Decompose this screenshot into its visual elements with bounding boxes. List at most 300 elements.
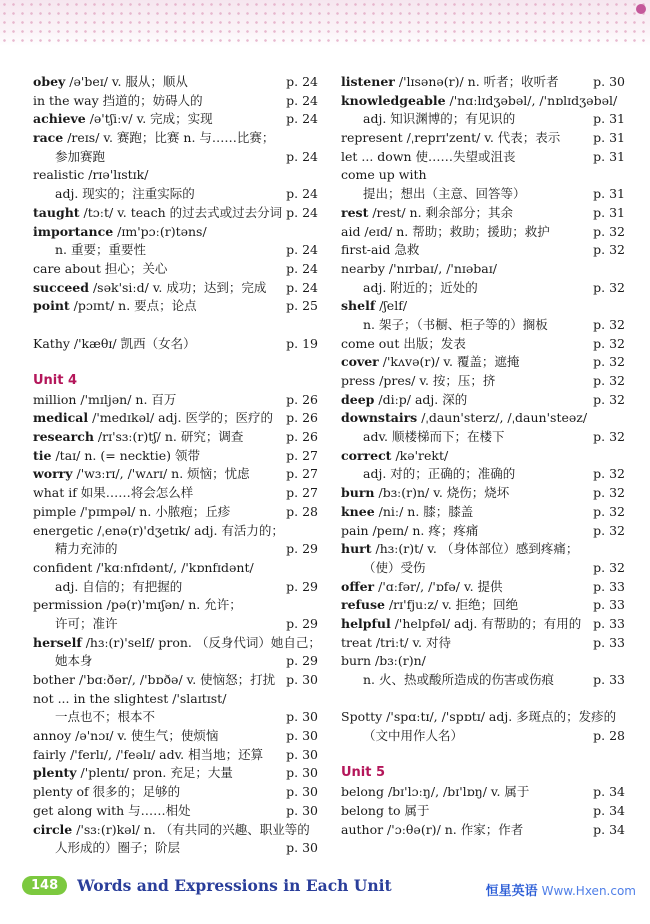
definition: /'wɜːrɪ/, /'wʌrɪ/ n. 烦恼；忧虑 xyxy=(72,466,250,482)
headword: refuse xyxy=(341,597,385,613)
vocab-text xyxy=(341,447,448,466)
vocab-text xyxy=(33,465,250,484)
page-ref: p. 32 xyxy=(593,242,625,258)
page-ref: p. 29 xyxy=(286,615,318,631)
vocab-text xyxy=(33,746,263,765)
vocab-line xyxy=(341,372,625,391)
definition: million /'mɪljən/ n. 百万 xyxy=(33,391,177,407)
definition: adj. 自信的；有把握的 xyxy=(55,578,183,594)
spacer xyxy=(33,316,318,335)
vocab-text xyxy=(33,802,191,821)
headword: achieve xyxy=(33,111,86,127)
page-ref: p. 32 xyxy=(593,316,625,332)
definition: /'plentɪ/ pron. 充足；大量 xyxy=(76,765,233,781)
definition: 她本身 xyxy=(55,653,93,669)
vocab-text xyxy=(341,465,515,484)
watermark xyxy=(486,880,636,899)
vocab-line xyxy=(341,335,625,354)
vocab-text xyxy=(33,241,146,260)
page-ref: p. 32 xyxy=(593,503,625,519)
page-ref: p. 29 xyxy=(286,653,318,669)
definition: treat /triːt/ v. 对待 xyxy=(341,634,451,650)
page-ref: p. 31 xyxy=(593,148,625,164)
page-ref: p. 31 xyxy=(593,130,625,146)
vocab-text xyxy=(341,129,560,148)
vocab-text xyxy=(341,634,451,653)
spacer xyxy=(341,690,625,709)
vocab-line xyxy=(33,764,318,783)
definition: /'helpfəl/ adj. 有帮助的；有用的 xyxy=(390,615,582,631)
vocab-line xyxy=(341,223,625,242)
vocab-text xyxy=(33,652,93,671)
vocab-text xyxy=(341,391,467,410)
page-ref: p. 27 xyxy=(286,447,318,463)
vocab-line xyxy=(33,634,321,653)
vocab-text xyxy=(33,503,230,522)
vocab-text xyxy=(341,652,426,671)
headword: helpful xyxy=(341,615,391,631)
definition: /ə'beɪ/ v. 服从；顺从 xyxy=(65,74,188,89)
page-ref: p. 24 xyxy=(286,74,318,89)
page-ref: p. 30 xyxy=(286,802,318,818)
vocab-text xyxy=(341,92,617,111)
vocab-text xyxy=(33,260,167,279)
vocab-text xyxy=(33,727,218,746)
vocab-text xyxy=(33,428,243,447)
vocab-text xyxy=(33,297,197,316)
vocab-line xyxy=(33,708,318,727)
unit-heading: Unit 5 xyxy=(341,765,386,781)
vocab-line xyxy=(33,615,318,634)
vocab-line xyxy=(33,690,318,709)
headword: offer xyxy=(341,578,375,594)
page-ref: p. 26 xyxy=(286,429,318,445)
headword: plenty xyxy=(33,765,77,781)
definition: in the way 挡道的；妨碍人的 xyxy=(33,92,203,108)
header-band xyxy=(0,0,650,46)
headword: hurt xyxy=(341,541,372,557)
page-ref: p. 24 xyxy=(286,204,318,220)
vocab-line xyxy=(33,821,318,840)
vocab-line xyxy=(341,540,625,559)
page-ref: p. 19 xyxy=(286,335,318,351)
vocab-line xyxy=(33,540,318,559)
definition: /'ɑːfər/, /'ɒfə/ v. 提供 xyxy=(374,578,503,594)
vocab-text xyxy=(341,783,529,802)
headword: correct xyxy=(341,447,392,463)
vocab-text xyxy=(341,353,519,372)
vocab-line xyxy=(33,148,318,167)
vocab-line xyxy=(341,484,625,503)
headword: taught xyxy=(33,204,80,220)
page-ref: p. 32 xyxy=(593,522,625,538)
vocab-line xyxy=(341,447,625,466)
headword: knowledgeable xyxy=(341,92,446,108)
definition: burn /bɜː(r)n/ xyxy=(341,653,426,669)
definition: pain /peɪn/ n. 疼；疼痛 xyxy=(341,522,479,538)
vocab-line xyxy=(33,204,318,223)
vocab-line xyxy=(33,559,318,578)
vocab-text xyxy=(33,409,273,428)
definition: /bɜː(r)n/ v. 烧伤；烧坏 xyxy=(374,485,510,501)
page-ref: p. 33 xyxy=(593,597,625,613)
headword: cover xyxy=(341,354,379,370)
vocab-line xyxy=(341,241,625,260)
dot-pattern xyxy=(0,0,650,46)
definition: adj. 现实的；注重实际的 xyxy=(55,186,195,202)
definition: press /pres/ v. 按；压；挤 xyxy=(341,373,496,388)
vocab-line xyxy=(33,166,318,185)
definition: come out 出版；发表 xyxy=(341,335,466,351)
definition: /taɪ/ n. (= necktie) 领带 xyxy=(51,447,200,463)
vocab-text xyxy=(33,559,254,578)
definition: realistic /rɪə'lɪstɪk/ xyxy=(33,167,149,183)
vocab-line xyxy=(341,391,625,410)
definition: /sək'siːd/ v. 成功；达到；完成 xyxy=(89,279,267,295)
vocab-text xyxy=(341,335,466,354)
page-ref: p. 28 xyxy=(593,728,625,744)
definition: /ə'tʃiːv/ v. 完成；实现 xyxy=(85,111,213,127)
vocab-text xyxy=(341,615,581,634)
page-ref: p. 25 xyxy=(286,298,318,314)
vocab-line xyxy=(341,129,625,148)
definition: /rest/ n. 剩余部分；其余 xyxy=(368,204,514,220)
vocab-text xyxy=(341,559,426,578)
definition: /kə'rekt/ xyxy=(391,447,449,463)
definition: /rɪ'sɜː(r)tʃ/ n. 研究；调查 xyxy=(93,429,244,445)
vocab-line xyxy=(33,783,318,802)
page-ref: p. 32 xyxy=(593,279,625,295)
vocab-line xyxy=(33,746,318,765)
definition: belong to 属于 xyxy=(341,802,430,818)
definition: adv. 顺楼梯而下；在楼下 xyxy=(363,429,505,445)
page-ref: p. 32 xyxy=(593,373,625,388)
vocab-line xyxy=(341,503,625,522)
vocab-text xyxy=(33,73,188,92)
vocab-line xyxy=(341,260,625,279)
vocab-text xyxy=(33,821,310,840)
definition: come up with xyxy=(341,167,427,183)
page-ref: p. 34 xyxy=(593,784,625,800)
definition: 许可；准许 xyxy=(55,615,118,631)
vocab-text xyxy=(341,484,509,503)
headword: circle xyxy=(33,821,73,837)
page-ref: p. 26 xyxy=(286,391,318,407)
definition: 人形成的）圈子；阶层 xyxy=(55,840,181,856)
page-ref: p. 29 xyxy=(286,541,318,557)
page-number-badge: 148 xyxy=(22,876,67,895)
definition: Kathy /'kæθɪ/ 凯西（女名） xyxy=(33,335,196,351)
vocab-text xyxy=(341,279,478,298)
vocab-line xyxy=(33,110,318,129)
definition: adj. 对的；正确的；准确的 xyxy=(363,466,516,482)
page-ref: p. 32 xyxy=(593,429,625,445)
definition: not ... in the slightest /'slaɪtɪst/ xyxy=(33,690,227,706)
vocab-text xyxy=(33,185,195,204)
definition: /'medɪkəl/ adj. 医学的；医疗的 xyxy=(88,410,273,426)
vocab-line xyxy=(341,204,625,223)
headword: importance xyxy=(33,223,114,239)
definition: n. 火、热或酸所造成的伤害或伤痕 xyxy=(363,672,554,687)
headword: worry xyxy=(33,466,73,482)
vocab-text xyxy=(33,690,226,709)
vocab-line xyxy=(341,353,625,372)
vocab-text xyxy=(341,73,559,92)
vocab-line xyxy=(341,615,625,634)
vocab-text xyxy=(341,802,429,821)
vocab-text xyxy=(341,204,513,223)
definition: 一点也不；根本不 xyxy=(55,709,156,725)
vocab-text xyxy=(341,148,516,167)
definition: 精力充沛的 xyxy=(55,541,118,557)
vocab-line xyxy=(341,279,625,298)
definition: /'sɜː(r)kəl/ n. （有共同的兴趣、职业等的 xyxy=(72,821,310,837)
vocab-text xyxy=(341,372,495,391)
vocab-text xyxy=(33,839,180,858)
vocab-line xyxy=(341,727,625,746)
definition: bother /'bɑːðər/, /'bɒðə/ v. 使恼怒；打扰 xyxy=(33,672,276,687)
page-ref: p. 34 xyxy=(593,821,625,837)
definition: confident /'kɑːnfɪdənt/, /'kɒnfɪdənt/ xyxy=(33,559,254,575)
definition: aid /eɪd/ n. 帮助；救助；援助；救护 xyxy=(341,223,550,239)
page-ref: p. 33 xyxy=(593,615,625,631)
vocab-line xyxy=(33,223,318,242)
definition: first-aid 急救 xyxy=(341,242,420,258)
page-ref: p. 30 xyxy=(286,728,318,744)
definition: n. 架子；（书橱、柜子等的）搁板 xyxy=(363,316,548,332)
definition: Spotty /'spɑːtɪ/, /'spɒtɪ/ adj. 多斑点的；发疹的 xyxy=(341,709,617,725)
watermark-name: 恒星英语 xyxy=(485,884,538,899)
vocab-line xyxy=(341,409,625,428)
vocab-line xyxy=(33,596,318,615)
page-ref: p. 28 xyxy=(286,503,318,519)
page-ref: p. 34 xyxy=(593,802,625,818)
vocab-line xyxy=(33,428,318,447)
vocab-text xyxy=(33,484,193,503)
vocab-text xyxy=(341,316,548,335)
vocab-line xyxy=(33,260,318,279)
page-ref: p. 31 xyxy=(593,186,625,202)
vocab-line xyxy=(33,409,318,428)
vocab-line xyxy=(33,839,318,858)
page-ref: p. 27 xyxy=(286,466,318,482)
page-ref: p. 30 xyxy=(286,784,318,800)
vocab-line xyxy=(33,727,318,746)
page-ref: p. 31 xyxy=(593,111,625,127)
page-ref: p. 30 xyxy=(286,672,318,687)
vocab-line xyxy=(341,316,625,335)
vocab-line xyxy=(341,783,625,802)
vocab-line xyxy=(341,92,625,111)
spacer xyxy=(33,353,318,372)
definition: what if 如果……将会怎么样 xyxy=(33,485,194,501)
definition: /ʃelf/ xyxy=(375,298,408,314)
definition: /'nɑːlɪdʒəbəl/, /'nɒlɪdʒəbəl/ xyxy=(445,92,618,108)
vocab-line xyxy=(33,297,318,316)
vocab-line xyxy=(33,802,318,821)
headword: medical xyxy=(33,410,89,426)
vocab-line xyxy=(33,129,318,148)
vocab-text xyxy=(33,522,284,541)
vocab-line xyxy=(341,522,625,541)
vocab-text xyxy=(33,391,176,410)
definition: 参加赛跑 xyxy=(55,148,106,164)
vocab-text xyxy=(33,148,105,167)
definition: adj. 附近的；近处的 xyxy=(363,279,478,295)
vocab-line xyxy=(33,503,318,522)
vocab-line xyxy=(33,484,318,503)
vocab-line xyxy=(33,447,318,466)
page-ref: p. 24 xyxy=(286,260,318,276)
vocab-line xyxy=(341,802,625,821)
page-ref: p. 30 xyxy=(593,74,625,89)
watermark-url: Www.Hxen.com xyxy=(541,884,636,898)
vocab-line xyxy=(341,634,625,653)
definition: represent /ˌreprɪ'zent/ v. 代表；表示 xyxy=(341,130,561,146)
definition: belong /bɪ'lɔːŋ/, /bɪ'lɒŋ/ v. 属于 xyxy=(341,784,530,800)
vocab-text xyxy=(341,428,504,447)
definition: /'kʌvə(r)/ v. 覆盖；遮掩 xyxy=(378,354,520,370)
definition: pimple /'pɪmpəl/ n. 小脓疱；丘疹 xyxy=(33,503,231,519)
definition: permission /pə(r)'mɪʃən/ n. 允许； xyxy=(33,597,242,613)
definition: /diːp/ adj. 深的 xyxy=(374,391,468,407)
vocab-text xyxy=(341,671,554,690)
page-ref: p. 32 xyxy=(593,391,625,407)
page-ref: p. 32 xyxy=(593,559,625,575)
vocab-text xyxy=(341,166,427,185)
vocab-line xyxy=(33,391,318,410)
vocab-line xyxy=(33,671,318,690)
page-ref: p. 24 xyxy=(286,279,318,295)
definition: 提出；想出（主意、回答等） xyxy=(363,186,526,202)
vocab-line xyxy=(341,821,625,840)
vocab-text xyxy=(341,821,523,840)
vocab-text xyxy=(33,596,242,615)
page-ref: p. 24 xyxy=(286,111,318,127)
definition: /reɪs/ v. 赛跑；比赛 n. 与……比赛； xyxy=(63,130,275,146)
definition: /pɔɪnt/ n. 要点；论点 xyxy=(69,298,197,314)
vocab-line xyxy=(341,578,625,597)
definition: /ˌdaun'sterz/, /ˌdaun'steəz/ xyxy=(417,410,588,426)
page-ref: p. 30 xyxy=(286,765,318,781)
vocab-text xyxy=(33,279,266,298)
right-column xyxy=(341,73,625,839)
definition: fairly /'ferlɪ/, /'feəlɪ/ adv. 相当地；还算 xyxy=(33,746,264,762)
headword: deep xyxy=(341,391,375,407)
page-ref: p. 24 xyxy=(286,186,318,202)
page-ref: p. 32 xyxy=(593,223,625,239)
vocab-text xyxy=(341,110,515,129)
page-ref: p. 33 xyxy=(593,634,625,650)
definition: （文中用作人名） xyxy=(363,728,464,744)
vocab-line xyxy=(341,596,625,615)
page-ref: p. 33 xyxy=(593,672,625,687)
vocab-text xyxy=(341,409,587,428)
vocab-text xyxy=(33,92,203,111)
headword: tie xyxy=(33,447,52,463)
definition: /hɜː(r)t/ v. （身体部位）感到疼痛； xyxy=(371,541,579,557)
vocab-line xyxy=(33,578,318,597)
definition: nearby /'nɪrbaɪ/, /'nɪəbaɪ/ xyxy=(341,260,497,276)
vocab-text xyxy=(341,185,526,204)
definition: let ... down 使……失望或沮丧 xyxy=(341,148,516,164)
vocab-line xyxy=(341,73,625,92)
vocab-text xyxy=(33,764,233,783)
vocab-text xyxy=(341,708,616,727)
definition: annoy /ə'nɔɪ/ v. 使生气；使烦恼 xyxy=(33,728,219,744)
page-ref: p. 32 xyxy=(593,466,625,482)
vocab-text xyxy=(33,708,155,727)
vocab-text xyxy=(33,634,321,653)
vocab-text xyxy=(33,447,200,466)
left-column xyxy=(33,73,321,858)
vocab-line xyxy=(33,522,318,541)
vocab-text xyxy=(341,540,578,559)
page-ref: p. 24 xyxy=(286,92,318,108)
vocab-text xyxy=(33,166,148,185)
definition: （使）受伤 xyxy=(363,559,426,575)
vocab-text xyxy=(341,223,550,242)
page-ref: p. 30 xyxy=(286,746,318,762)
vocab-line xyxy=(33,185,318,204)
vocab-line xyxy=(33,335,318,354)
corner-dot-icon xyxy=(636,4,646,14)
footer-title: Words and Expressions in Each Unit xyxy=(77,875,392,895)
vocab-text xyxy=(341,522,478,541)
page-ref: p. 32 xyxy=(593,335,625,351)
vocab-text xyxy=(341,578,503,597)
vocab-text xyxy=(341,596,518,615)
definition: get along with 与……相处 xyxy=(33,802,191,818)
vocab-text xyxy=(341,297,407,316)
vocab-line xyxy=(33,465,318,484)
definition: /tɔːt/ v. teach 的过去式或过去分词 xyxy=(79,204,283,220)
headword: knee xyxy=(341,503,375,519)
headword: listener xyxy=(341,74,395,89)
headword: race xyxy=(33,130,64,146)
vocab-text xyxy=(33,671,275,690)
vocab-text xyxy=(33,223,207,242)
vocab-text xyxy=(33,110,213,129)
headword: shelf xyxy=(341,298,376,314)
vocab-text xyxy=(33,783,180,802)
vocab-line xyxy=(33,92,318,111)
page-ref: p. 30 xyxy=(286,840,318,856)
vocab-line xyxy=(341,166,625,185)
headword: point xyxy=(33,298,70,314)
vocab-line xyxy=(341,297,625,316)
definition: /hɜː(r)'self/ pron. （反身代词）她自己； xyxy=(81,634,321,650)
page-ref: p. 24 xyxy=(286,242,318,258)
definition: author /'ɔːθə(r)/ n. 作家；作者 xyxy=(341,821,524,837)
definition: energetic /ˌenə(r)'dʒetɪk/ adj. 有活力的； xyxy=(33,522,284,538)
vocab-line xyxy=(341,671,625,690)
vocab-line xyxy=(341,652,625,671)
vocab-text xyxy=(33,540,118,559)
vocab-line xyxy=(33,73,318,92)
vocab-line xyxy=(341,559,625,578)
vocab-text xyxy=(341,260,497,279)
page-ref: p. 30 xyxy=(286,709,318,725)
vocab-line xyxy=(33,652,318,671)
definition: /ɪm'pɔː(r)təns/ xyxy=(113,223,207,239)
vocab-text xyxy=(341,727,463,746)
headword: herself xyxy=(33,634,82,650)
headword: rest xyxy=(341,204,369,220)
vocab-line xyxy=(341,185,625,204)
definition: adj. 知识渊博的；有见识的 xyxy=(363,111,516,127)
page-ref: p. 26 xyxy=(286,410,318,426)
